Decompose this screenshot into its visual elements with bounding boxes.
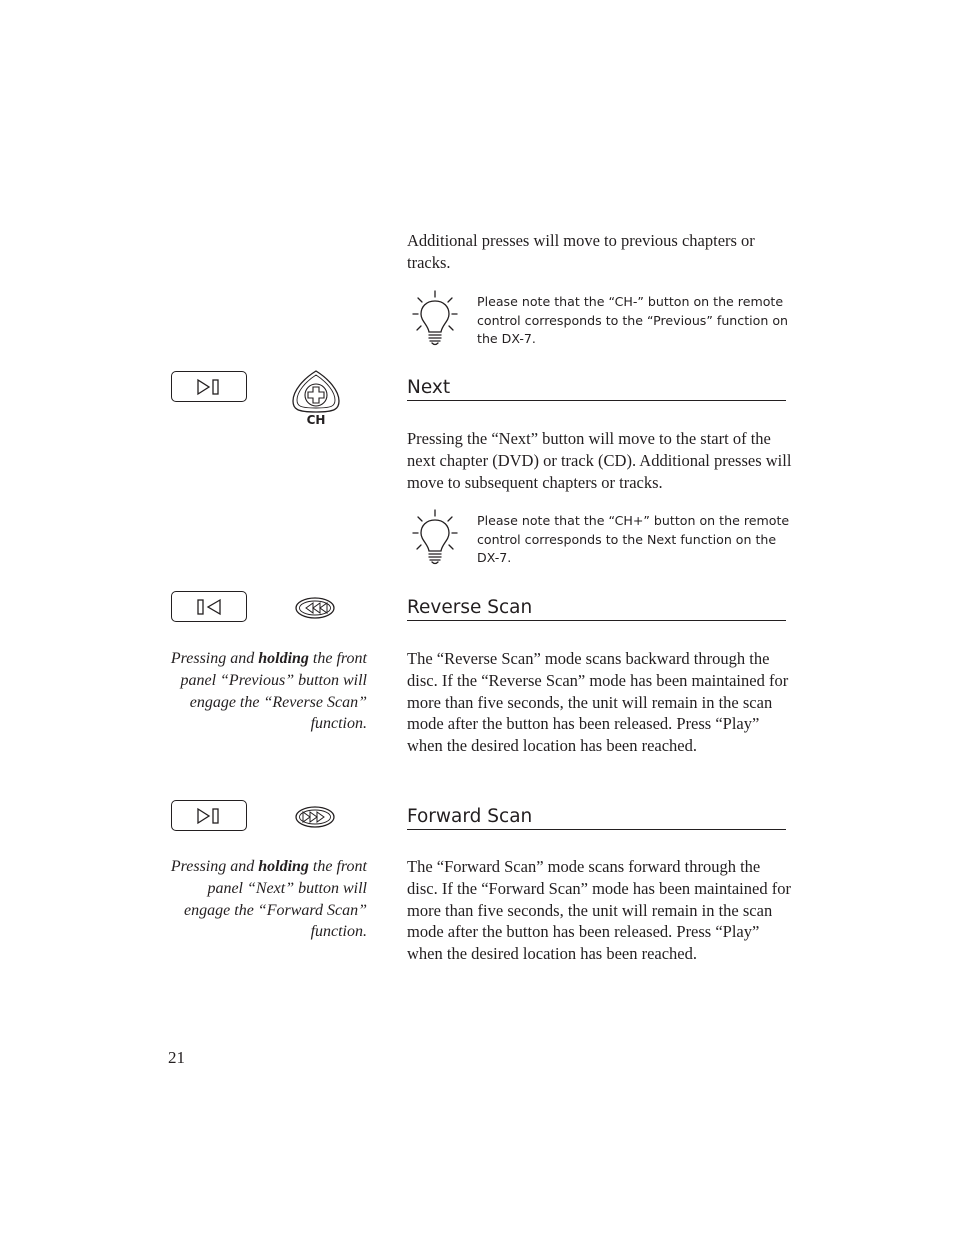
forward-scan-paragraph: The “Forward Scan” mode scans forward through the disc. If the “Forward Scan” mode has been maintained for more than five seconds, the unit will remain in the scan mode after the button has been released. Press “Play” when the desired location has been reached. [407,857,791,964]
next-button-icon [194,377,224,397]
page-number: 21 [168,1048,185,1067]
intro-paragraph: Additional presses will move to previous chapters or tracks. [407,231,755,272]
next-button-icon [194,806,224,826]
lightbulb-icon [411,508,459,566]
front-panel-next-button [171,371,247,402]
rewind-remote-icon [294,596,336,620]
previous-button-icon [194,597,224,617]
reverse-scan-heading: Reverse Scan [407,597,786,621]
fast-forward-remote-icon [294,805,336,829]
front-panel-next-button [171,800,247,831]
lightbulb-icon [411,289,459,347]
note-next: Please note that the “CH+” button on the remote control corresponds to the Next function on the DX-7. [477,513,790,565]
next-heading: Next [407,377,786,401]
front-panel-previous-button [171,591,247,622]
note-previous: Please note that the “CH-” button on the remote control corresponds to the “Previous” function on the DX-7. [477,294,789,346]
reverse-scan-paragraph: The “Reverse Scan” mode scans backward through the disc. If the “Reverse Scan” mode has been maintained for more than five seconds, the unit will remain in the scan mode after the button has been released. Press “Play” when the desired location has been reached. [407,649,789,756]
remote-ch-label: CH [306,413,326,427]
reverse-scan-caption: Pressing and holding the front panel “Previous” button will engage the “Reverse Scan” function. [170,650,367,733]
forward-scan-caption: Pressing and holding the front panel “Next” button will engage the “Forward Scan” function. [170,858,367,941]
next-paragraph: Pressing the “Next” button will move to the start of the next chapter (DVD) or track (CD). Additional presses will move to subsequent chapters or tracks. [407,429,792,492]
forward-scan-heading: Forward Scan [407,806,786,830]
